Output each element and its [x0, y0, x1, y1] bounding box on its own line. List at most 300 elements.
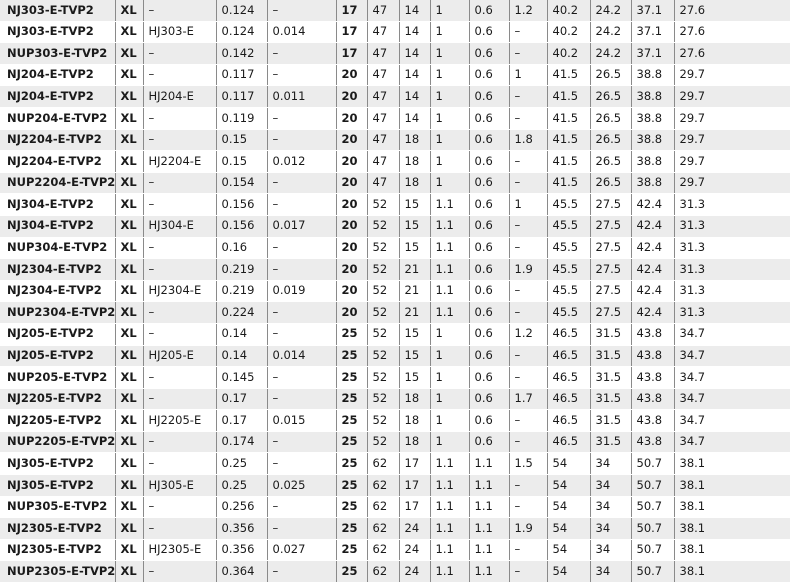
designation-cell: NJ2305-E-TVP2	[0, 539, 115, 561]
table-row	[0, 280, 790, 302]
class-cell: XL	[115, 410, 143, 432]
class-cell: XL	[115, 302, 143, 324]
dimension-d1-cell: 42.4	[631, 302, 674, 324]
s-cell: –	[509, 539, 547, 561]
bore-d-cell: 25	[336, 345, 367, 367]
dimension-e-cell: 45.5	[547, 302, 590, 324]
r1-min-cell: 0.6	[469, 21, 509, 43]
designation-cell: NJ2205-E-TVP2	[0, 388, 115, 410]
width-b-cell: 18	[399, 151, 430, 173]
table-row	[0, 561, 790, 583]
dimension-d1-cell: 38.8	[631, 107, 674, 129]
designation-cell: NUP2304-E-TVP2	[0, 302, 115, 324]
l-ring-cell: –	[143, 431, 216, 453]
r-min-cell: 1	[430, 323, 469, 345]
l-ring-cell: –	[143, 43, 216, 65]
r-min-cell: 1	[430, 129, 469, 151]
width-b-cell: 24	[399, 539, 430, 561]
dimension-f1-cell: 31.3	[674, 237, 790, 259]
width-b-cell: 21	[399, 259, 430, 281]
l-ring-mass-cell: 0.027	[267, 539, 336, 561]
l-ring-cell: –	[143, 518, 216, 540]
outer-d-cell: 47	[367, 64, 399, 86]
s-cell: 1.9	[509, 518, 547, 540]
outer-d-cell: 62	[367, 539, 399, 561]
dimension-e-cell: 41.5	[547, 151, 590, 173]
l-ring-mass-cell: –	[267, 129, 336, 151]
r1-min-cell: 0.6	[469, 237, 509, 259]
outer-d-cell: 52	[367, 431, 399, 453]
outer-d-cell: 52	[367, 259, 399, 281]
dimension-f1-cell: 34.7	[674, 410, 790, 432]
bore-d-cell: 20	[336, 302, 367, 324]
dimension-d1-cell: 43.8	[631, 345, 674, 367]
dimension-e-cell: 40.2	[547, 43, 590, 65]
r1-min-cell: 0.6	[469, 194, 509, 216]
designation-cell: NJ205-E-TVP2	[0, 323, 115, 345]
dimension-e-cell: 46.5	[547, 323, 590, 345]
outer-d-cell: 52	[367, 367, 399, 389]
dimension-d1-cell: 50.7	[631, 453, 674, 475]
l-ring-cell: HJ2204-E	[143, 151, 216, 173]
dimension-d1-cell: 37.1	[631, 21, 674, 43]
table-row	[0, 21, 790, 43]
table-row	[0, 367, 790, 389]
dimension-f1-cell: 38.1	[674, 475, 790, 497]
dimension-d1-cell: 38.8	[631, 86, 674, 108]
dimension-f1-cell: 38.1	[674, 561, 790, 583]
dimension-f-cell: 27.5	[590, 194, 631, 216]
width-b-cell: 18	[399, 431, 430, 453]
outer-d-cell: 52	[367, 410, 399, 432]
designation-cell: NJ2305-E-TVP2	[0, 518, 115, 540]
bore-d-cell: 20	[336, 280, 367, 302]
dimension-e-cell: 45.5	[547, 237, 590, 259]
class-cell: XL	[115, 129, 143, 151]
dimension-e-cell: 45.5	[547, 194, 590, 216]
class-cell: XL	[115, 496, 143, 518]
designation-cell: NUP303-E-TVP2	[0, 43, 115, 65]
r-min-cell: 1.1	[430, 496, 469, 518]
l-ring-mass-cell: 0.025	[267, 475, 336, 497]
r-min-cell: 1.1	[430, 518, 469, 540]
s-cell: –	[509, 302, 547, 324]
bore-d-cell: 20	[336, 237, 367, 259]
s-cell: 1.5	[509, 453, 547, 475]
dimension-f-cell: 34	[590, 475, 631, 497]
l-ring-cell: –	[143, 237, 216, 259]
l-ring-cell: –	[143, 302, 216, 324]
dimension-f-cell: 26.5	[590, 107, 631, 129]
class-cell: XL	[115, 0, 143, 21]
bore-d-cell: 25	[336, 561, 367, 583]
r-min-cell: 1.1	[430, 302, 469, 324]
mass-cell: 0.145	[216, 367, 267, 389]
mass-cell: 0.156	[216, 194, 267, 216]
mass-cell: 0.364	[216, 561, 267, 583]
s-cell: –	[509, 86, 547, 108]
outer-d-cell: 47	[367, 21, 399, 43]
width-b-cell: 18	[399, 388, 430, 410]
table-row	[0, 151, 790, 173]
l-ring-cell: –	[143, 107, 216, 129]
r1-min-cell: 0.6	[469, 107, 509, 129]
l-ring-cell: –	[143, 259, 216, 281]
dimension-e-cell: 54	[547, 475, 590, 497]
dimension-f1-cell: 29.7	[674, 151, 790, 173]
l-ring-cell: HJ204-E	[143, 86, 216, 108]
designation-cell: NJ304-E-TVP2	[0, 194, 115, 216]
l-ring-mass-cell: –	[267, 453, 336, 475]
dimension-e-cell: 41.5	[547, 172, 590, 194]
outer-d-cell: 47	[367, 172, 399, 194]
r-min-cell: 1.1	[430, 539, 469, 561]
r-min-cell: 1.1	[430, 237, 469, 259]
bore-d-cell: 20	[336, 172, 367, 194]
r-min-cell: 1	[430, 107, 469, 129]
designation-cell: NUP305-E-TVP2	[0, 496, 115, 518]
dimension-f-cell: 31.5	[590, 323, 631, 345]
width-b-cell: 14	[399, 0, 430, 21]
r1-min-cell: 0.6	[469, 280, 509, 302]
s-cell: –	[509, 431, 547, 453]
dimension-f-cell: 26.5	[590, 64, 631, 86]
class-cell: XL	[115, 345, 143, 367]
outer-d-cell: 52	[367, 302, 399, 324]
bore-d-cell: 25	[336, 453, 367, 475]
designation-cell: NJ2204-E-TVP2	[0, 151, 115, 173]
dimension-d1-cell: 42.4	[631, 259, 674, 281]
designation-cell: NJ303-E-TVP2	[0, 21, 115, 43]
l-ring-mass-cell: 0.014	[267, 21, 336, 43]
designation-cell: NJ2304-E-TVP2	[0, 280, 115, 302]
dimension-f1-cell: 31.3	[674, 302, 790, 324]
r-min-cell: 1	[430, 21, 469, 43]
class-cell: XL	[115, 21, 143, 43]
dimension-f1-cell: 31.3	[674, 280, 790, 302]
dimension-f-cell: 31.5	[590, 367, 631, 389]
width-b-cell: 17	[399, 475, 430, 497]
outer-d-cell: 47	[367, 86, 399, 108]
outer-d-cell: 47	[367, 0, 399, 21]
designation-cell: NJ305-E-TVP2	[0, 453, 115, 475]
designation-cell: NJ204-E-TVP2	[0, 64, 115, 86]
designation-cell: NJ303-E-TVP2	[0, 0, 115, 21]
width-b-cell: 14	[399, 64, 430, 86]
dimension-d1-cell: 38.8	[631, 64, 674, 86]
class-cell: XL	[115, 431, 143, 453]
outer-d-cell: 62	[367, 453, 399, 475]
dimension-e-cell: 46.5	[547, 410, 590, 432]
class-cell: XL	[115, 237, 143, 259]
width-b-cell: 15	[399, 215, 430, 237]
dimension-f-cell: 27.5	[590, 302, 631, 324]
l-ring-mass-cell: 0.011	[267, 86, 336, 108]
s-cell: 1	[509, 194, 547, 216]
r1-min-cell: 0.6	[469, 43, 509, 65]
dimension-d1-cell: 50.7	[631, 539, 674, 561]
dimension-f-cell: 27.5	[590, 280, 631, 302]
class-cell: XL	[115, 215, 143, 237]
s-cell: –	[509, 475, 547, 497]
designation-cell: NJ204-E-TVP2	[0, 86, 115, 108]
dimension-f-cell: 24.2	[590, 0, 631, 21]
r1-min-cell: 0.6	[469, 172, 509, 194]
outer-d-cell: 52	[367, 280, 399, 302]
dimension-e-cell: 40.2	[547, 0, 590, 21]
outer-d-cell: 47	[367, 129, 399, 151]
s-cell: –	[509, 561, 547, 583]
dimension-f-cell: 24.2	[590, 21, 631, 43]
dimension-e-cell: 40.2	[547, 21, 590, 43]
outer-d-cell: 62	[367, 496, 399, 518]
dimension-f1-cell: 27.6	[674, 0, 790, 21]
s-cell: –	[509, 107, 547, 129]
l-ring-mass-cell: 0.017	[267, 215, 336, 237]
dimension-f-cell: 31.5	[590, 388, 631, 410]
dimension-d1-cell: 42.4	[631, 215, 674, 237]
class-cell: XL	[115, 388, 143, 410]
r-min-cell: 1.1	[430, 280, 469, 302]
l-ring-cell: –	[143, 496, 216, 518]
dimension-e-cell: 41.5	[547, 107, 590, 129]
l-ring-mass-cell: 0.019	[267, 280, 336, 302]
mass-cell: 0.25	[216, 475, 267, 497]
r1-min-cell: 1.1	[469, 453, 509, 475]
outer-d-cell: 52	[367, 345, 399, 367]
l-ring-mass-cell: –	[267, 323, 336, 345]
r-min-cell: 1	[430, 345, 469, 367]
dimension-f1-cell: 34.7	[674, 323, 790, 345]
dimension-e-cell: 54	[547, 561, 590, 583]
dimension-f-cell: 31.5	[590, 431, 631, 453]
mass-cell: 0.14	[216, 345, 267, 367]
r1-min-cell: 0.6	[469, 388, 509, 410]
class-cell: XL	[115, 323, 143, 345]
r-min-cell: 1.1	[430, 475, 469, 497]
outer-d-cell: 62	[367, 518, 399, 540]
mass-cell: 0.15	[216, 129, 267, 151]
table-row	[0, 431, 790, 453]
bore-d-cell: 25	[336, 323, 367, 345]
l-ring-mass-cell: –	[267, 259, 336, 281]
width-b-cell: 18	[399, 172, 430, 194]
r-min-cell: 1	[430, 43, 469, 65]
s-cell: –	[509, 21, 547, 43]
dimension-e-cell: 41.5	[547, 129, 590, 151]
s-cell: 1.2	[509, 323, 547, 345]
table-row	[0, 518, 790, 540]
r-min-cell: 1.1	[430, 215, 469, 237]
designation-cell: NJ304-E-TVP2	[0, 215, 115, 237]
dimension-f-cell: 31.5	[590, 410, 631, 432]
bore-d-cell: 25	[336, 431, 367, 453]
bore-d-cell: 17	[336, 43, 367, 65]
dimension-f1-cell: 29.7	[674, 86, 790, 108]
dimension-d1-cell: 38.8	[631, 172, 674, 194]
mass-cell: 0.224	[216, 302, 267, 324]
dimension-f-cell: 31.5	[590, 345, 631, 367]
r1-min-cell: 0.6	[469, 86, 509, 108]
dimension-f1-cell: 38.1	[674, 539, 790, 561]
dimension-e-cell: 46.5	[547, 345, 590, 367]
s-cell: 1.8	[509, 129, 547, 151]
r-min-cell: 1	[430, 388, 469, 410]
dimension-f1-cell: 29.7	[674, 129, 790, 151]
dimension-f1-cell: 34.7	[674, 345, 790, 367]
dimension-f1-cell: 38.1	[674, 453, 790, 475]
dimension-f-cell: 34	[590, 561, 631, 583]
table-row	[0, 215, 790, 237]
dimension-f1-cell: 38.1	[674, 496, 790, 518]
bore-d-cell: 20	[336, 215, 367, 237]
designation-cell: NJ2204-E-TVP2	[0, 129, 115, 151]
table-row	[0, 410, 790, 432]
class-cell: XL	[115, 172, 143, 194]
bore-d-cell: 20	[336, 86, 367, 108]
designation-cell: NUP2305-E-TVP2	[0, 561, 115, 583]
dimension-e-cell: 45.5	[547, 259, 590, 281]
l-ring-cell: –	[143, 561, 216, 583]
dimension-e-cell: 54	[547, 496, 590, 518]
outer-d-cell: 52	[367, 388, 399, 410]
r1-min-cell: 0.6	[469, 259, 509, 281]
dimension-f1-cell: 27.6	[674, 43, 790, 65]
width-b-cell: 18	[399, 410, 430, 432]
class-cell: XL	[115, 475, 143, 497]
dimension-f-cell: 26.5	[590, 86, 631, 108]
mass-cell: 0.356	[216, 518, 267, 540]
dimension-e-cell: 46.5	[547, 367, 590, 389]
dimension-f1-cell: 31.3	[674, 215, 790, 237]
dimension-f-cell: 34	[590, 453, 631, 475]
dimension-d1-cell: 37.1	[631, 0, 674, 21]
l-ring-cell: –	[143, 172, 216, 194]
dimension-f1-cell: 31.3	[674, 194, 790, 216]
designation-cell: NJ205-E-TVP2	[0, 345, 115, 367]
dimension-f-cell: 34	[590, 496, 631, 518]
outer-d-cell: 62	[367, 561, 399, 583]
bore-d-cell: 25	[336, 475, 367, 497]
mass-cell: 0.219	[216, 259, 267, 281]
bore-d-cell: 20	[336, 129, 367, 151]
r-min-cell: 1.1	[430, 453, 469, 475]
bore-d-cell: 25	[336, 410, 367, 432]
dimension-d1-cell: 42.4	[631, 280, 674, 302]
bore-d-cell: 25	[336, 518, 367, 540]
dimension-f-cell: 26.5	[590, 129, 631, 151]
width-b-cell: 15	[399, 367, 430, 389]
dimension-e-cell: 46.5	[547, 431, 590, 453]
dimension-e-cell: 45.5	[547, 215, 590, 237]
dimension-f1-cell: 34.7	[674, 367, 790, 389]
table-row	[0, 237, 790, 259]
outer-d-cell: 47	[367, 151, 399, 173]
table-row	[0, 323, 790, 345]
r1-min-cell: 0.6	[469, 151, 509, 173]
r-min-cell: 1	[430, 0, 469, 21]
mass-cell: 0.15	[216, 151, 267, 173]
dimension-f1-cell: 34.7	[674, 388, 790, 410]
bore-d-cell: 20	[336, 151, 367, 173]
class-cell: XL	[115, 43, 143, 65]
width-b-cell: 18	[399, 129, 430, 151]
class-cell: XL	[115, 280, 143, 302]
l-ring-mass-cell: –	[267, 518, 336, 540]
l-ring-mass-cell: –	[267, 388, 336, 410]
bore-d-cell: 20	[336, 107, 367, 129]
dimension-f-cell: 34	[590, 518, 631, 540]
bore-d-cell: 20	[336, 64, 367, 86]
width-b-cell: 14	[399, 21, 430, 43]
s-cell: –	[509, 496, 547, 518]
l-ring-cell: HJ205-E	[143, 345, 216, 367]
dimension-f-cell: 34	[590, 539, 631, 561]
dimension-d1-cell: 38.8	[631, 129, 674, 151]
width-b-cell: 24	[399, 561, 430, 583]
outer-d-cell: 47	[367, 107, 399, 129]
dimension-f-cell: 24.2	[590, 43, 631, 65]
dimension-e-cell: 54	[547, 539, 590, 561]
s-cell: –	[509, 151, 547, 173]
width-b-cell: 21	[399, 280, 430, 302]
designation-cell: NUP204-E-TVP2	[0, 107, 115, 129]
outer-d-cell: 52	[367, 237, 399, 259]
mass-cell: 0.14	[216, 323, 267, 345]
r1-min-cell: 0.6	[469, 302, 509, 324]
table-row	[0, 194, 790, 216]
designation-cell: NUP304-E-TVP2	[0, 237, 115, 259]
s-cell: –	[509, 367, 547, 389]
r1-min-cell: 0.6	[469, 345, 509, 367]
table-row	[0, 129, 790, 151]
mass-cell: 0.142	[216, 43, 267, 65]
r1-min-cell: 0.6	[469, 0, 509, 21]
width-b-cell: 14	[399, 43, 430, 65]
mass-cell: 0.174	[216, 431, 267, 453]
dimension-d1-cell: 43.8	[631, 367, 674, 389]
r-min-cell: 1	[430, 410, 469, 432]
width-b-cell: 17	[399, 496, 430, 518]
outer-d-cell: 52	[367, 215, 399, 237]
l-ring-cell: –	[143, 367, 216, 389]
mass-cell: 0.219	[216, 280, 267, 302]
mass-cell: 0.119	[216, 107, 267, 129]
table-row	[0, 259, 790, 281]
bore-d-cell: 25	[336, 367, 367, 389]
s-cell: –	[509, 215, 547, 237]
s-cell: 1.2	[509, 0, 547, 21]
dimension-f1-cell: 31.3	[674, 259, 790, 281]
l-ring-mass-cell: –	[267, 367, 336, 389]
dimension-e-cell: 45.5	[547, 280, 590, 302]
r-min-cell: 1	[430, 151, 469, 173]
dimension-f1-cell: 29.7	[674, 172, 790, 194]
r-min-cell: 1	[430, 431, 469, 453]
designation-cell: NJ2205-E-TVP2	[0, 410, 115, 432]
bore-d-cell: 17	[336, 0, 367, 21]
l-ring-mass-cell: 0.012	[267, 151, 336, 173]
l-ring-cell: –	[143, 323, 216, 345]
bore-d-cell: 20	[336, 259, 367, 281]
dimension-d1-cell: 42.4	[631, 194, 674, 216]
s-cell: –	[509, 345, 547, 367]
r-min-cell: 1.1	[430, 259, 469, 281]
r1-min-cell: 1.1	[469, 496, 509, 518]
dimension-d1-cell: 50.7	[631, 496, 674, 518]
r1-min-cell: 0.6	[469, 64, 509, 86]
mass-cell: 0.256	[216, 496, 267, 518]
